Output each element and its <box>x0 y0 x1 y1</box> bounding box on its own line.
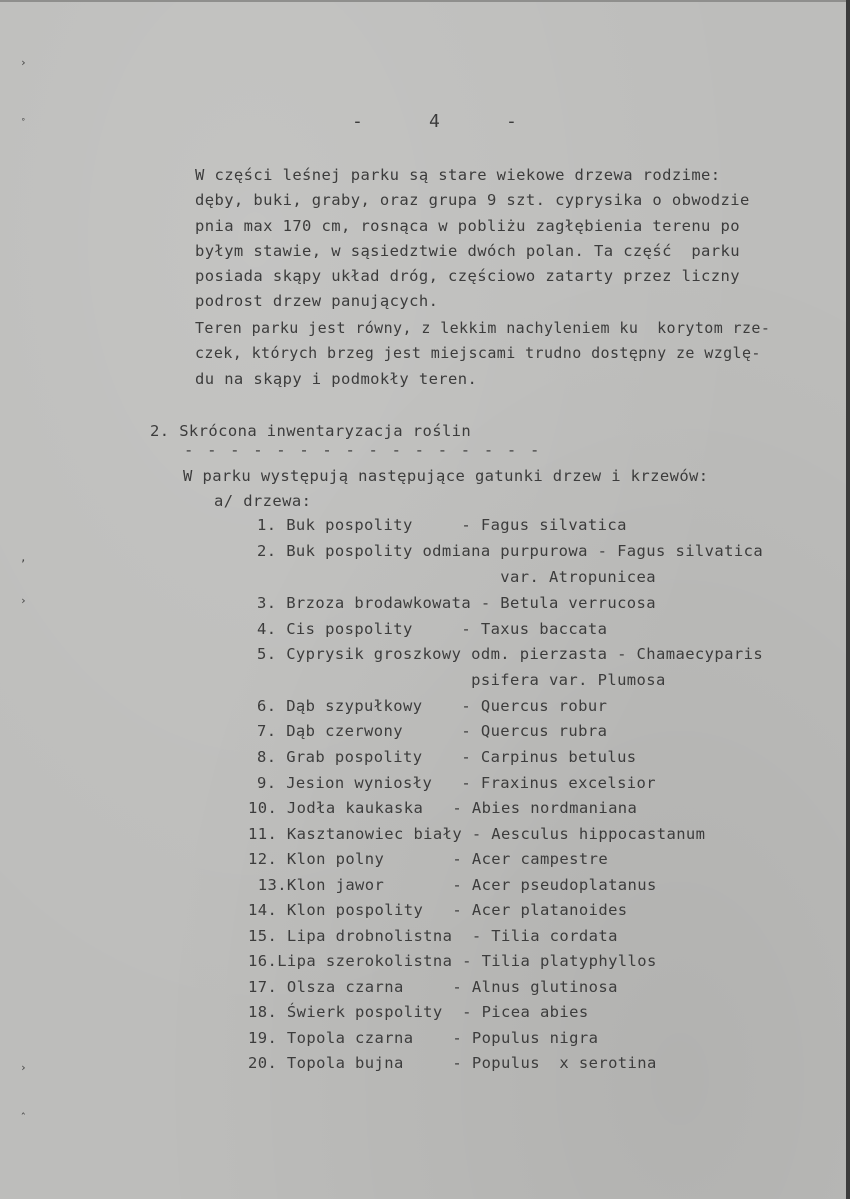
list-item: 16.Lipa szerokolistna - Tilia platyphyllos <box>248 952 657 970</box>
margin-mark: › <box>20 1061 27 1074</box>
list-item: 7. Dąb czerwony - Quercus rubra <box>257 722 608 740</box>
list-item: 5. Cyprysik groszkowy odm. pierzasta - Chamaecyparis <box>257 645 764 663</box>
list-item: 2. Buk pospolity odmiana purpurowa - Fagus silvatica <box>257 542 764 560</box>
margin-mark: ˆ <box>20 1111 27 1124</box>
paragraph-line: posiada skąpy układ dróg, częściowo zatarty przez liczny <box>195 267 740 285</box>
list-item: 15. Lipa drobnolistna - Tilia cordata <box>248 927 618 945</box>
list-item: 3. Brzoza brodawkowata - Betula verrucosa <box>257 594 657 612</box>
intro-line: W parku występują następujące gatunki drzew i krzewów: <box>183 467 709 485</box>
list-item: psifera var. Plumosa <box>257 671 666 689</box>
list-item: 10. Jodła kaukaska - Abies nordmaniana <box>248 799 638 817</box>
page-number: - 4 - <box>352 111 519 132</box>
list-item: 20. Topola bujna - Populus x serotina <box>248 1054 657 1072</box>
paragraph-line: Teren parku jest równy, z lekkim nachyleniem ku korytom rze- <box>195 319 771 337</box>
list-item: 14. Klon pospolity - Acer platanoides <box>248 901 628 919</box>
list-item: 13.Klon jawor - Acer pseudoplatanus <box>248 876 657 894</box>
section-underline: - - - - - - - - - - - - - - - - <box>184 441 542 459</box>
paragraph-line: podrost drzew panujących. <box>195 292 439 310</box>
list-item: 11. Kasztanowiec biały - Aesculus hippocastanum <box>248 825 706 843</box>
list-item: var. Atropunicea <box>257 568 657 586</box>
paragraph-line: pnia max 170 cm, rosnąca w pobliżu zagłębienia terenu po <box>195 217 740 235</box>
margin-mark: ˳ <box>20 108 27 121</box>
margin-mark: ‚ <box>20 551 27 564</box>
margin-mark: › <box>20 594 27 607</box>
list-item: 18. Świerk pospolity - Picea abies <box>248 1003 589 1021</box>
list-item: 9. Jesion wyniosły - Fraxinus excelsior <box>257 774 657 792</box>
margin-mark: › <box>20 56 27 69</box>
page-top-edge <box>0 0 850 2</box>
list-item: 6. Dąb szypułkowy - Quercus robur <box>257 697 608 715</box>
paragraph-line: byłym stawie, w sąsiedztwie dwóch polan. Ta część parku <box>195 242 740 260</box>
paragraph-line: du na skąpy i podmokły teren. <box>195 370 478 388</box>
paragraph-line: dęby, buki, graby, oraz grupa 9 szt. cyprysika o obwodzie <box>195 191 750 209</box>
subheading: a/ drzewa: <box>214 492 312 510</box>
paragraph-line: czek, których brzeg jest miejscami trudno dostępny ze wzglę- <box>195 344 761 362</box>
page-right-edge <box>846 0 850 1199</box>
list-item: 1. Buk pospolity - Fagus silvatica <box>257 516 627 534</box>
section-heading: 2. Skrócona inwentaryzacja roślin <box>150 422 472 440</box>
list-item: 8. Grab pospolity - Carpinus betulus <box>257 748 637 766</box>
list-item: 17. Olsza czarna - Alnus glutinosa <box>248 978 618 996</box>
paragraph-line: W części leśnej parku są stare wiekowe drzewa rodzime: <box>195 166 721 184</box>
list-item: 19. Topola czarna - Populus nigra <box>248 1029 599 1047</box>
list-item: 4. Cis pospolity - Taxus baccata <box>257 620 608 638</box>
list-item: 12. Klon polny - Acer campestre <box>248 850 609 868</box>
